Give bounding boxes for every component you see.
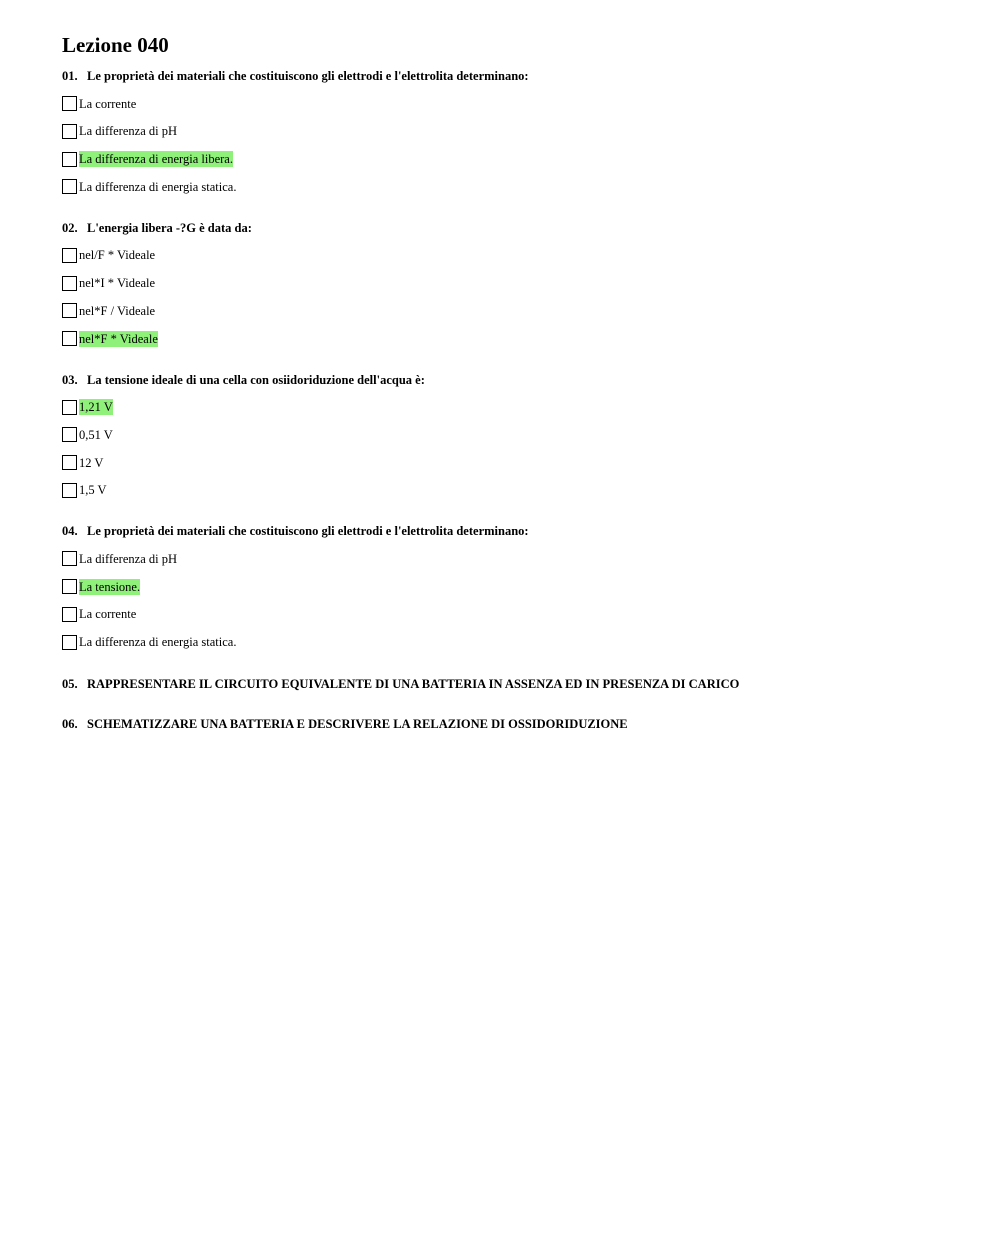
question-text: RAPPRESENTARE IL CIRCUITO EQUIVALENTE DI UNA BATTERIA IN ASSENZA ED IN PRESENZA DI CARICO — [87, 677, 740, 691]
checkbox-icon[interactable] — [62, 400, 77, 415]
question-01 — [62, 68, 962, 84]
option-01-a[interactable] — [62, 96, 962, 112]
page — [62, 33, 962, 732]
question-block-04 — [62, 523, 962, 650]
option-text: La differenza di energia statica. — [79, 179, 237, 194]
option-text-correct: 1,21 V — [79, 400, 113, 415]
question-number: 05. — [62, 677, 78, 691]
option-text-correct: La differenza di energia libera. — [79, 152, 233, 167]
option-01-d[interactable] — [62, 179, 962, 195]
option-text: La corrente — [79, 96, 137, 111]
question-text: La tensione ideale di una cella con osiidoriduzione dell'acqua è: — [87, 372, 425, 387]
question-04 — [62, 523, 962, 539]
question-number: 02. — [62, 220, 78, 235]
option-03-d[interactable] — [62, 482, 962, 498]
question-03 — [62, 372, 962, 388]
option-text: 0,51 V — [79, 427, 113, 442]
options-list — [62, 551, 962, 650]
question-block-02 — [62, 220, 962, 347]
option-02-c[interactable] — [62, 303, 962, 319]
option-text-correct: La tensione. — [79, 579, 141, 594]
question-number: 04. — [62, 524, 78, 539]
option-02-b[interactable] — [62, 275, 962, 291]
question-02 — [62, 220, 962, 236]
options-list — [62, 399, 962, 498]
checkbox-icon[interactable] — [62, 179, 77, 194]
question-number: 01. — [62, 69, 78, 83]
question-text: Le proprietà dei materiali che costituiscono gli elettrodi e l'elettrolita determinano: — [87, 524, 529, 539]
option-text: nel*I * Videale — [79, 276, 156, 291]
option-04-d[interactable] — [62, 634, 962, 650]
option-text: La differenza di pH — [79, 551, 177, 566]
option-text: La corrente — [79, 607, 137, 622]
option-text: La differenza di energia statica. — [79, 635, 237, 649]
question-block-03 — [62, 372, 962, 499]
options-list — [62, 247, 962, 346]
checkbox-icon[interactable] — [62, 579, 77, 594]
option-03-c[interactable] — [62, 455, 962, 471]
option-01-b[interactable] — [62, 123, 962, 139]
option-text: nel/F * Videale — [79, 248, 156, 263]
option-text: 1,5 V — [79, 483, 107, 498]
checkbox-icon[interactable] — [62, 427, 77, 442]
question-block-06 — [62, 716, 962, 732]
option-04-c[interactable] — [62, 606, 962, 622]
question-text: Le proprietà dei materiali che costituiscono gli elettrodi e l'elettrolita determinano: — [87, 69, 529, 83]
checkbox-icon[interactable] — [62, 331, 77, 346]
option-03-a[interactable] — [62, 399, 962, 415]
checkbox-icon[interactable] — [62, 607, 77, 622]
question-block-01 — [62, 68, 962, 195]
checkbox-icon[interactable] — [62, 483, 77, 498]
checkbox-icon[interactable] — [62, 248, 77, 263]
checkbox-icon[interactable] — [62, 635, 77, 650]
option-04-b[interactable] — [62, 579, 962, 595]
page-title: Lezione 040 — [62, 33, 169, 57]
question-block-05 — [62, 676, 962, 692]
option-03-b[interactable] — [62, 427, 962, 443]
option-text: nel*F / Videale — [79, 303, 156, 318]
option-04-a[interactable] — [62, 551, 962, 567]
option-text: La differenza di pH — [79, 124, 177, 139]
question-number: 06. — [62, 717, 78, 731]
option-02-d[interactable] — [62, 331, 962, 347]
question-06 — [62, 716, 962, 732]
option-text: 12 V — [79, 455, 104, 470]
checkbox-icon[interactable] — [62, 455, 77, 470]
option-02-a[interactable] — [62, 247, 962, 263]
options-list — [62, 96, 962, 195]
checkbox-icon[interactable] — [62, 96, 77, 111]
checkbox-icon[interactable] — [62, 551, 77, 566]
checkbox-icon[interactable] — [62, 276, 77, 291]
question-number: 03. — [62, 372, 78, 387]
checkbox-icon[interactable] — [62, 152, 77, 167]
question-text: SCHEMATIZZARE UNA BATTERIA E DESCRIVERE LA RELAZIONE DI OSSIDORIDUZIONE — [87, 717, 628, 731]
checkbox-icon[interactable] — [62, 303, 77, 318]
option-text-correct: nel*F * Videale — [79, 331, 158, 346]
option-01-c[interactable] — [62, 151, 962, 167]
question-text: L'energia libera -?G è data da: — [87, 220, 252, 235]
checkbox-icon[interactable] — [62, 124, 77, 139]
question-05 — [62, 676, 962, 692]
